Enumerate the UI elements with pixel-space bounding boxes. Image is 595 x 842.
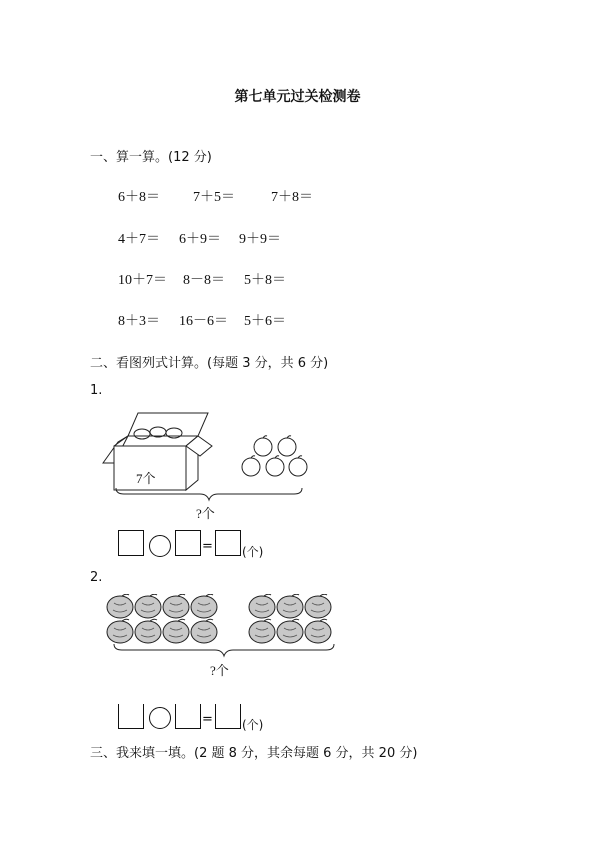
- answer-box[interactable]: [118, 704, 144, 729]
- equals-sign: =: [202, 712, 213, 727]
- expression: 6＋9＝: [179, 232, 221, 247]
- answer-box[interactable]: [175, 704, 201, 729]
- answer-box[interactable]: [215, 704, 241, 729]
- expression: 8－8＝: [183, 273, 225, 288]
- expression: 16－6＝: [179, 314, 228, 329]
- section-1-heading: 一、算一算。(12 分): [90, 150, 212, 165]
- answer-box[interactable]: [175, 530, 201, 556]
- loose-fruits-illustration: [238, 434, 310, 484]
- section-2-heading: 二、看图列式计算。(每题 3 分，共 6 分): [90, 356, 329, 371]
- expression: 6＋8＝: [118, 190, 160, 205]
- page-title: 第七单元过关检测卷: [234, 89, 361, 105]
- question-number: 1.: [90, 383, 103, 398]
- expression: 4＋7＝: [118, 232, 160, 247]
- fruit-group-right-illustration: [245, 594, 335, 646]
- brace-icon: [112, 644, 336, 658]
- expression: 10＋7＝: [118, 273, 167, 288]
- answer-box[interactable]: [118, 530, 144, 556]
- question-number: 2.: [90, 570, 103, 585]
- brace-label: ?个: [210, 663, 229, 678]
- operator-circle[interactable]: [149, 707, 171, 729]
- equals-sign: =: [202, 539, 213, 554]
- expression: 7＋8＝: [271, 190, 313, 205]
- fruit-group-left-illustration: [104, 594, 222, 646]
- expression: 8＋3＝: [118, 314, 160, 329]
- box-label: 7个: [136, 471, 156, 486]
- expression: 5＋6＝: [244, 314, 286, 329]
- brace-icon: [114, 488, 304, 502]
- expression: 7＋5＝: [193, 190, 235, 205]
- brace-label: ?个: [196, 506, 215, 521]
- unit-label: (个): [242, 545, 264, 559]
- section-3-heading: 三、我来填一填。(2 题 8 分，其余每题 6 分，共 20 分): [90, 746, 418, 761]
- expression: 5＋8＝: [244, 273, 286, 288]
- answer-box[interactable]: [215, 530, 241, 556]
- operator-circle[interactable]: [149, 535, 171, 557]
- unit-label: (个): [242, 718, 264, 732]
- fruit-box-illustration: [100, 408, 220, 494]
- expression: 9＋9＝: [239, 232, 281, 247]
